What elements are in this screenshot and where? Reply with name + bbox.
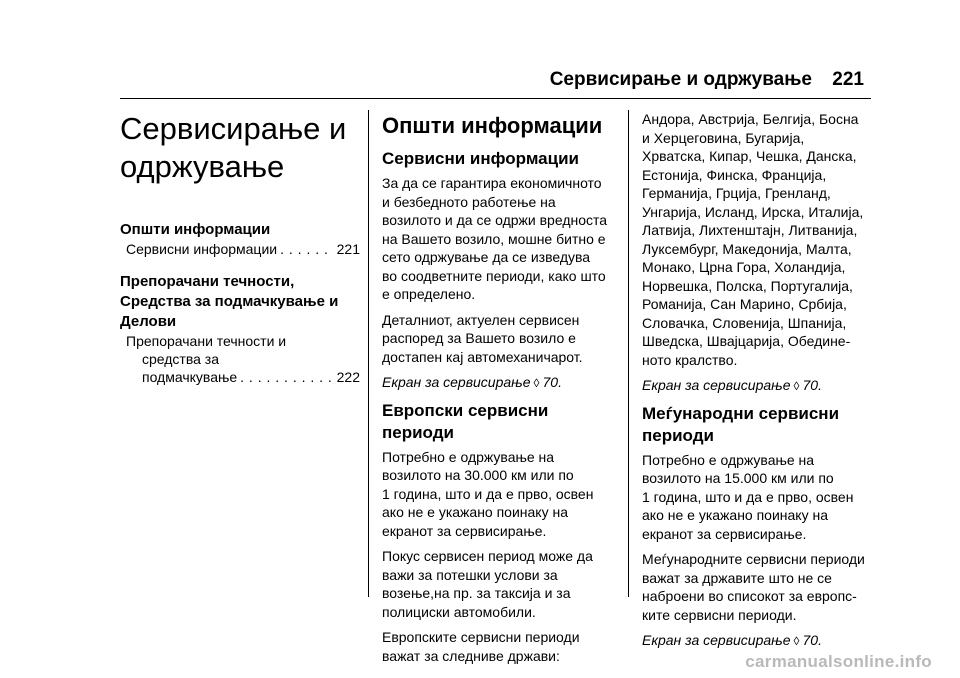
text-line: важат за државите што не се [642,569,832,586]
cross-reference-text: Екран за сервисирање [642,377,791,393]
toc-entry-service-info[interactable] [126,240,360,258]
text-line: Монако, Црна Гора, Холандија, [642,259,846,275]
text-line: сето одржување да се изведува [382,249,591,265]
text-line: наброени во списокот за европс- [642,588,857,604]
arrow-reference-icon: ◊ [793,379,800,393]
page-number: 221 [832,69,864,90]
toc-leader-dots [280,240,334,258]
toc-heading-line: Делови [120,313,177,330]
text-line: Луксембург, Македонија, Малта, [642,240,852,257]
body-paragraph [382,174,620,304]
toc-entry-page: 222 [336,369,360,385]
toc-entry-label: средства за [142,351,220,367]
text-line: Естонија, Финска, Франција, [642,166,827,183]
body-paragraph [382,448,620,541]
text-line: Европските сервисни периоди [382,629,580,645]
subsection-title [642,403,882,447]
arrow-reference-icon: ◊ [793,634,800,648]
cross-reference-link[interactable]: Екран за сервисирање ◊ 70. [642,377,822,393]
text-line: Шведска, Швајцарија, Обедине- [642,333,851,349]
cross-reference-text: Екран за сервисирање [382,374,531,390]
subsection-title: Сервисни информации [382,149,579,168]
text-line: и Херцеговина, Бугарија, [642,129,805,146]
text-line: ките сервисни периоди. [642,606,797,623]
subsection-title-line: периоди [642,425,714,445]
toc-heading-line: Препорачани течности, [120,273,295,290]
toc-heading-line: Средства за подмачкување и [120,293,339,310]
column-service-periods [642,108,882,658]
text-line: возилото на 15.000 км или по [642,470,834,486]
text-line: Норвешка, Полска, Португалија, [642,277,853,294]
toc-entry-fluids[interactable] [126,332,360,386]
cross-reference-page: 70 [542,374,559,390]
body-paragraph [382,547,620,621]
cross-reference-page: 70 [802,632,819,648]
cross-reference-text: Екран за сервисирање [642,632,791,648]
text-line: 1 година, што и да е прво, освен [382,485,594,502]
arrow-reference-icon: ◊ [533,376,540,390]
text-line: Деталниот, актуелен сервисен [382,311,580,328]
text-line: ако не е укажано поинаку на [642,507,828,523]
text-line: ако не е укажано поинаку на [382,504,568,520]
body-paragraph [642,110,882,369]
text-line: Меѓународните сервисни периоди [642,551,865,567]
page-header [0,66,960,96]
section-title: Општи информации [382,113,603,138]
text-line: во соодветните периоди, како што [382,267,606,284]
subsection-title: Европски сервисни периоди [382,400,549,442]
column-general-info [382,108,620,672]
text-line: За да се гарантира економичното [382,175,602,191]
toc-entry-continuation [126,350,360,368]
column-toc [120,108,360,386]
toc-entry-label: Сервисни информации [126,241,278,257]
text-line: Андора, Австрија, Белгија, Босна [642,111,859,127]
text-line: ното кралство. [642,351,738,368]
text-line: екранот за сервисирање. [382,522,547,539]
text-line: е определено. [382,286,476,302]
toc-heading: Општи информации [120,221,271,238]
toc-entry-label: Препорачани течности и [126,333,287,349]
toc-entry-continuation [126,368,360,386]
text-line: и безбедното работење на [382,193,556,210]
text-line: 1 година, што и да е прво, освен [642,488,854,505]
text-line: возење,на пр. за таксија и за [382,585,571,601]
body-paragraph [382,628,620,665]
toc-heading [120,272,360,332]
subsection-title-line: Меѓународни сервисни [642,403,840,423]
text-line: на Вашето возило, мошне битно е [382,230,606,247]
toc-entry-label: подмачкување [142,369,238,385]
column-divider-2 [628,110,629,597]
body-paragraph [382,311,620,367]
watermark: carmanualsonline.info [745,652,932,671]
running-header-title: Сервисирање и одржување [549,69,812,90]
text-line: возилото на 30.000 км или по [382,467,574,483]
cross-reference-link[interactable]: Екран за сервисирање ◊ 70. [642,632,822,648]
chapter-title [120,110,360,186]
text-line: Латвија, Лихтенштајн, Литванија, [642,222,858,238]
toc-leader-dots [240,368,334,386]
text-line: полициски автомобили. [382,603,536,620]
text-line: Покус сервисен период може да [382,548,593,564]
text-line: Романија, Сан Марино, Србија, [642,296,847,312]
text-line: важи за потешки услови за [382,566,558,583]
text-line: екранот за сервисирање. [642,525,807,542]
text-line: Унгарија, Исланд, Ирска, Италија, [642,203,864,220]
text-line: достапен кај автомеханичарот. [382,348,583,365]
chapter-title-line: одржување [120,149,285,184]
cross-reference-page: 70 [802,377,819,393]
text-line: возилото и да се одржи вредноста [382,212,608,228]
text-line: распоред за Вашето возило е [382,330,576,346]
text-line: Словачка, Словенија, Шпанија, [642,314,847,331]
column-divider-1 [368,110,369,597]
body-paragraph [642,451,882,544]
text-line: Германија, Грција, Гренланд, [642,185,831,201]
text-line: Потребно е одржување на [382,448,555,465]
header-divider [120,98,871,99]
text-line: важат за следниве држави: [382,647,560,664]
body-paragraph [642,550,882,624]
toc-entry-page: 221 [336,241,360,257]
text-line: Потребно е одржување на [642,451,815,468]
cross-reference-link[interactable]: Екран за сервисирање ◊ 70. [382,374,562,390]
chapter-title-line: Сервисирање и [120,111,347,146]
text-line: Хрватска, Кипар, Чешка, Данска, [642,148,857,164]
